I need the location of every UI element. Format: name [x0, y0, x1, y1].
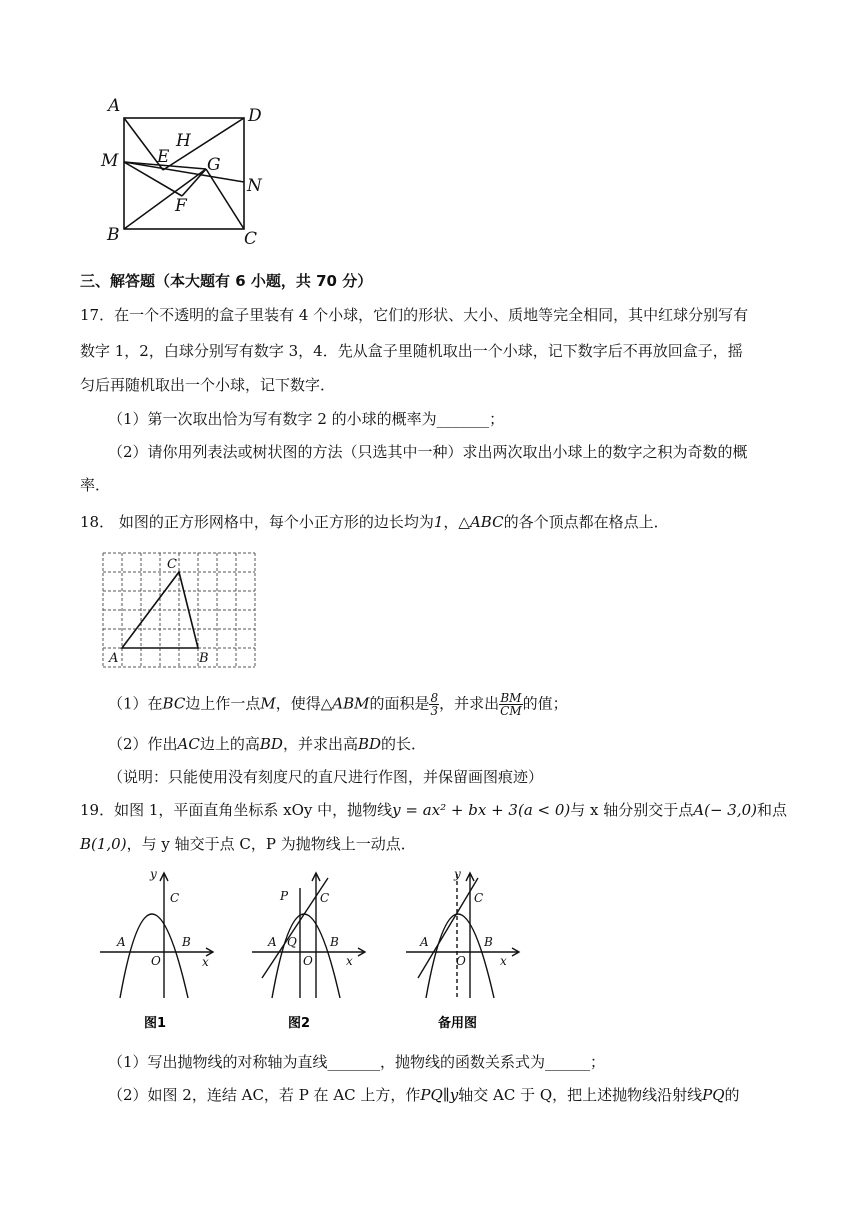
caption-backup: 备用图 [438, 1016, 478, 1031]
q18-part1: （1）在BC边上作一点M，使得△ABM的面积是 $\frac{8}{3}$ ，并求出 $\frac{BM}{CM}$ 的值； [108, 691, 568, 718]
fraction-8-3: $\frac{8}{3}$ [430, 691, 439, 718]
q17-line1: 17．在一个不透明的盒子里装有 4 个小球，它们的形状、大小、质地等完全相同，其中红球分别写有 [80, 306, 749, 324]
q17-part2: （2）请你用列表法或树状图的方法（只选其中一种）求出两次取出小球上的数字之积为奇数的概 [108, 443, 748, 461]
parabola-figure-1 [98, 866, 218, 1034]
grid-label-C: C [167, 557, 177, 572]
parabola-figure-backup [404, 866, 524, 1034]
parabola-figure-2 [250, 866, 370, 1034]
label-A: A [108, 96, 121, 116]
svg-text:y: y [150, 867, 157, 881]
q17-line3: 匀后再随机取出一个小球，记下数字． [80, 376, 336, 394]
section-heading: 三、解答题（本大题有 6 小题，共 70 分） [80, 272, 373, 290]
q19-line2: B(1,0)，与 y 轴交于点 C，P 为抛物线上一动点． [80, 835, 416, 853]
svg-text:x: x [202, 955, 209, 969]
caption-fig2: 图2 [288, 1016, 311, 1031]
q18-note: （说明：只能使用没有刻度尺的直尺进行作图，并保留画图痕迹） [108, 768, 544, 786]
caption-fig1: 图1 [144, 1016, 167, 1031]
label-H: H [176, 131, 191, 151]
svg-text:O: O [303, 954, 313, 968]
svg-text:x: x [346, 954, 353, 968]
q19-part2: （2）如图 2，连结 AC，若 P 在 AC 上方，作PQ∥y轴交 AC 于 Q，把上述抛物线沿射线PQ的 [108, 1086, 740, 1104]
label-N: N [247, 176, 262, 196]
rectangle-figure [95, 92, 275, 252]
label-F: F [175, 196, 187, 216]
svg-text:O: O [456, 954, 466, 968]
svg-text:B: B [182, 935, 191, 949]
svg-text:Q: Q [287, 935, 297, 949]
label-M: M [101, 151, 119, 171]
q17-line2: 数字 1，2，白球分别写有数字 3，4．先从盒子里随机取出一个小球，记下数字后不再放回盒子，摇 [80, 342, 743, 360]
q18-part2: （2）作出AC边上的高BD，并求出高BD的长． [108, 735, 427, 753]
svg-text:A: A [420, 935, 429, 949]
q18-intro: 18． 如图的正方形网格中，每个小正方形的边长均为1，△ABC的各个顶点都在格点上． [80, 513, 669, 531]
svg-text:P: P [280, 889, 289, 903]
svg-text:C: C [474, 891, 484, 905]
label-C: C [244, 229, 258, 249]
label-D: D [248, 106, 262, 126]
svg-text:x: x [500, 954, 507, 968]
svg-text:A: A [268, 935, 277, 949]
grid-figure [96, 548, 262, 672]
q19-part1: （1）写出抛物线的对称轴为直线_______，抛物线的函数关系式为______； [108, 1053, 606, 1071]
svg-text:C: C [170, 891, 180, 905]
label-E: E [157, 147, 170, 167]
grid-label-B: B [199, 651, 209, 666]
svg-text:O: O [151, 954, 161, 968]
q19-line1: 19．如图 1，平面直角坐标系 xOy 中，抛物线y = ax² + bx + 3(a < 0)与 x 轴分别交于点A(− 3,0)和点 [80, 801, 788, 819]
svg-text:C: C [320, 891, 330, 905]
q17-part1: （1）第一次取出恰为写有数字 2 的小球的概率为_______； [108, 410, 505, 428]
q17-part2-cont: 率． [80, 476, 111, 494]
label-B: B [107, 225, 120, 245]
fraction-bm-cm: $\frac{BM}{CM}$ [500, 691, 522, 718]
label-G: G [207, 155, 221, 175]
svg-text:B: B [484, 935, 493, 949]
svg-text:B: B [330, 935, 339, 949]
grid-label-A: A [109, 651, 119, 666]
svg-text:A: A [117, 935, 126, 949]
svg-text:y: y [454, 867, 461, 881]
